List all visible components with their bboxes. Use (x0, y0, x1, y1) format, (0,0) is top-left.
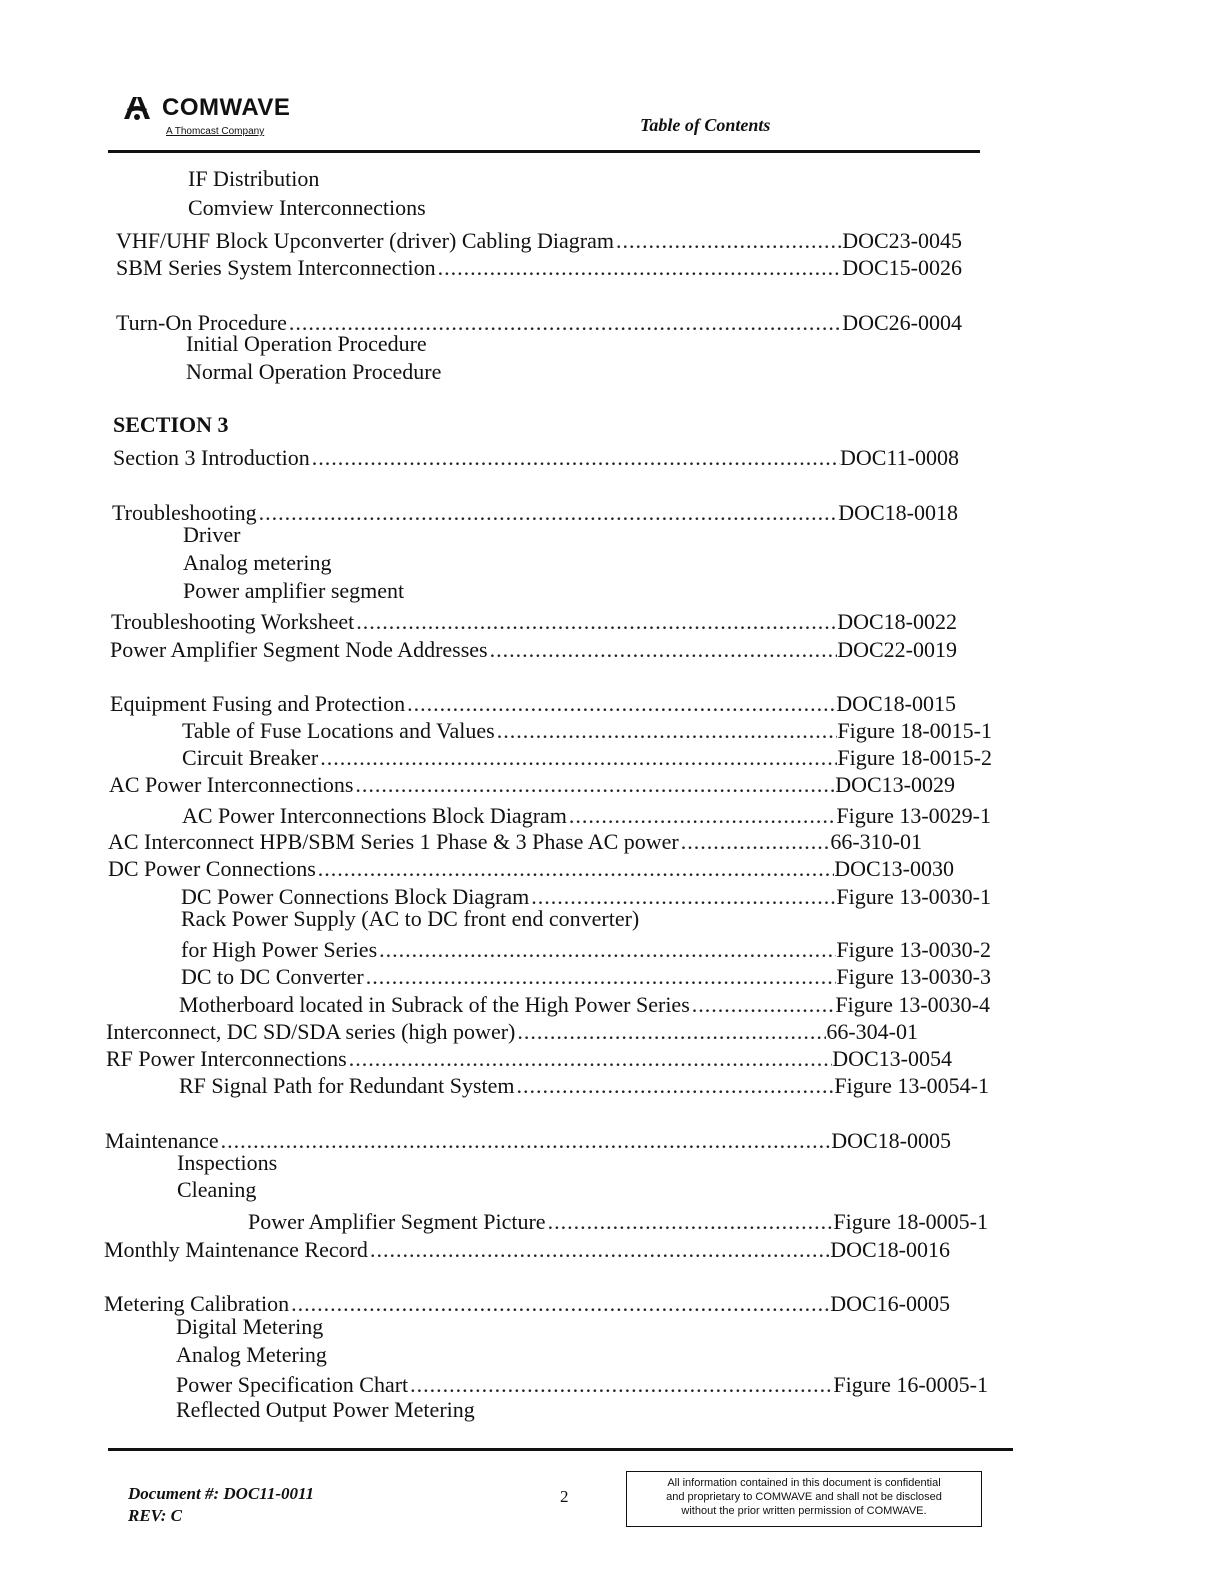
toc-entry-ref: DOC11-0008 (840, 445, 959, 470)
toc-leader-dots (377, 937, 836, 963)
confidentiality-notice (626, 1471, 982, 1527)
toc-entry-ref: DOC18-0022 (837, 609, 957, 634)
toc-leader-dots (436, 255, 843, 281)
toc-entry-title: Turn-On Procedure (116, 310, 287, 335)
toc-line: Digital Metering (176, 1314, 324, 1339)
toc-leader-dots (495, 718, 838, 744)
notice-line: All information contained in this document is confidential (667, 1477, 941, 1489)
toc-entry-ref: DOC15-0026 (842, 255, 962, 280)
document-number: Document #: DOC11-0011 (128, 1484, 315, 1503)
toc-entry-title: VHF/UHF Block Upconverter (driver) Cabling Diagram (116, 228, 614, 253)
toc-entry-title: for High Power Series (181, 937, 378, 962)
toc-leader-dots (614, 228, 842, 254)
toc-leader-dots (289, 1291, 830, 1317)
toc-entry-title: Maintenance (105, 1128, 219, 1153)
toc-entry-title: Equipment Fusing and Protection (110, 691, 406, 716)
toc-leader-dots (405, 691, 836, 717)
toc-entry (181, 964, 991, 990)
toc-leader-dots (354, 609, 837, 635)
toc-entry-title: Power Amplifier Segment Node Addresses (110, 637, 488, 662)
toc-line: Power amplifier segment (183, 578, 405, 603)
toc-line: Reflected Output Power Metering (176, 1397, 475, 1422)
toc-entry-ref: DOC23-0045 (842, 228, 962, 253)
toc-entry (108, 829, 922, 855)
toc-entry-title: AC Power Interconnections Block Diagram (182, 803, 567, 828)
toc-entry-title: Monthly Maintenance Record (104, 1237, 368, 1262)
toc-entry-ref: DOC13-0030 (834, 856, 954, 881)
toc-line: Rack Power Supply (AC to DC front end converter) (181, 906, 640, 931)
toc-leader-dots (408, 1372, 833, 1398)
toc-line: Analog metering (183, 550, 332, 575)
toc-entry-ref: DOC26-0004 (842, 310, 962, 335)
toc-entry (182, 718, 992, 744)
toc-line: Normal Operation Procedure (186, 359, 442, 384)
section-heading: SECTION 3 (113, 412, 229, 437)
toc-entry-ref: DOC18-0015 (836, 691, 956, 716)
toc-entry-ref: Figure 13-0030-2 (836, 937, 991, 962)
toc-entry (182, 745, 992, 771)
toc-entry-title: RF Signal Path for Redundant System (179, 1073, 515, 1098)
toc-entry (104, 1237, 950, 1263)
toc-leader-dots (347, 1046, 832, 1072)
toc-entry (182, 803, 991, 829)
toc-entry (116, 255, 962, 281)
toc-entry-title: Section 3 Introduction (113, 445, 310, 470)
toc-leader-dots (679, 829, 831, 855)
toc-entry-ref: Figure 18-0015-1 (837, 718, 992, 743)
toc-leader-dots (515, 1073, 835, 1099)
toc-entry (113, 445, 959, 471)
toc-entry-ref: Figure 18-0005-1 (833, 1209, 988, 1234)
toc-entry (111, 609, 957, 635)
logo-name: COMWAVE (162, 94, 291, 121)
toc-entry-ref: Figure 13-0030-1 (836, 884, 991, 909)
toc-entry (179, 992, 990, 1018)
toc-entry-ref: Figure 13-0030-3 (836, 964, 991, 989)
toc-line: Analog Metering (176, 1342, 327, 1367)
toc-entry-title: DC to DC Converter (181, 964, 364, 989)
revision: REV: C (128, 1506, 183, 1525)
toc-entry-title: AC Interconnect HPB/SBM Series 1 Phase & 3 Phase AC power (108, 829, 679, 854)
toc-line: IF Distribution (188, 166, 320, 191)
footer-document-info (128, 1483, 314, 1527)
toc-line: Cleaning (177, 1177, 257, 1202)
toc-entry-ref: Figure 13-0030-4 (835, 992, 990, 1017)
toc-leader-dots (546, 1209, 834, 1235)
toc-entry (106, 1046, 952, 1072)
footer-divider (108, 1448, 1013, 1451)
toc-entry-title: Circuit Breaker (182, 745, 319, 770)
toc-entry-ref: DOC18-0016 (830, 1237, 950, 1262)
toc-entry-ref: DOC13-0029 (835, 772, 955, 797)
toc-leader-dots (310, 445, 840, 471)
toc-entry-ref: DOC16-0005 (830, 1291, 950, 1316)
toc-entry-title: Table of Fuse Locations and Values (182, 718, 495, 743)
toc-leader-dots (567, 803, 837, 829)
toc-line: Initial Operation Procedure (186, 331, 427, 356)
logo-tagline: A Thomcast Company (166, 126, 265, 137)
toc-entry-title: Power Amplifier Segment Picture (248, 1209, 546, 1234)
toc-leader-dots (316, 856, 834, 882)
toc-entry-ref: 66-304-01 (826, 1019, 918, 1044)
notice-line: and proprietary to COMWAVE and shall not be disclosed (666, 1491, 942, 1503)
toc-leader-dots (364, 964, 837, 990)
toc-entry (109, 772, 955, 798)
toc-entry-ref: DOC18-0005 (831, 1128, 951, 1153)
toc-leader-dots (318, 745, 837, 771)
toc-entry-ref: DOC18-0018 (838, 500, 958, 525)
toc-entry-title: DC Power Connections Block Diagram (181, 884, 530, 909)
toc-entry-title: Troubleshooting Worksheet (111, 609, 355, 634)
header-title: Table of Contents (640, 115, 771, 135)
toc-entry-title: Interconnect, DC SD/SDA series (high power) (106, 1019, 516, 1044)
toc-entry-ref: Figure 18-0015-2 (837, 745, 992, 770)
toc-entry-title: Power Specification Chart (176, 1372, 409, 1397)
page-number: 2 (560, 1487, 569, 1506)
toc-entry-title: SBM Series System Interconnection (116, 255, 436, 280)
toc-entry-ref: DOC13-0054 (832, 1046, 952, 1071)
toc-leader-dots (488, 637, 838, 663)
toc-entry (110, 637, 957, 663)
toc-entry (108, 856, 954, 882)
toc-entry-title: RF Power Interconnections (106, 1046, 347, 1071)
toc-entry (179, 1073, 989, 1099)
toc-entry-ref: Figure 13-0029-1 (836, 803, 991, 828)
toc-line: Inspections (177, 1150, 278, 1175)
toc-entry (248, 1209, 988, 1235)
toc-entry (176, 1372, 988, 1398)
toc-leader-dots (219, 1128, 832, 1154)
toc-line: Driver (183, 522, 241, 547)
notice-line: without the prior written permission of COMWAVE. (681, 1505, 927, 1517)
toc-leader-dots (353, 772, 835, 798)
toc-entry-title: Motherboard located in Subrack of the High Power Series (179, 992, 690, 1017)
toc-line: Comview Interconnections (188, 195, 426, 220)
toc-entry-title: Troubleshooting (112, 500, 257, 525)
toc-entry-ref: Figure 13-0054-1 (834, 1073, 989, 1098)
toc-entry-ref: Figure 16-0005-1 (833, 1372, 988, 1397)
toc-entry (110, 691, 956, 717)
toc-leader-dots (690, 992, 836, 1018)
toc-entry (116, 228, 962, 254)
toc-leader-dots (368, 1237, 830, 1263)
toc-entry (181, 937, 991, 963)
toc-leader-dots (257, 500, 839, 526)
toc-entry (106, 1019, 918, 1045)
toc-entry-title: DC Power Connections (108, 856, 316, 881)
toc-entry-title: AC Power Interconnections (109, 772, 354, 797)
toc-leader-dots (515, 1019, 826, 1045)
toc-entry-ref: 66-310-01 (830, 829, 922, 854)
toc-entry-ref: DOC22-0019 (837, 637, 957, 662)
toc-entry-title: Metering Calibration (104, 1291, 290, 1316)
